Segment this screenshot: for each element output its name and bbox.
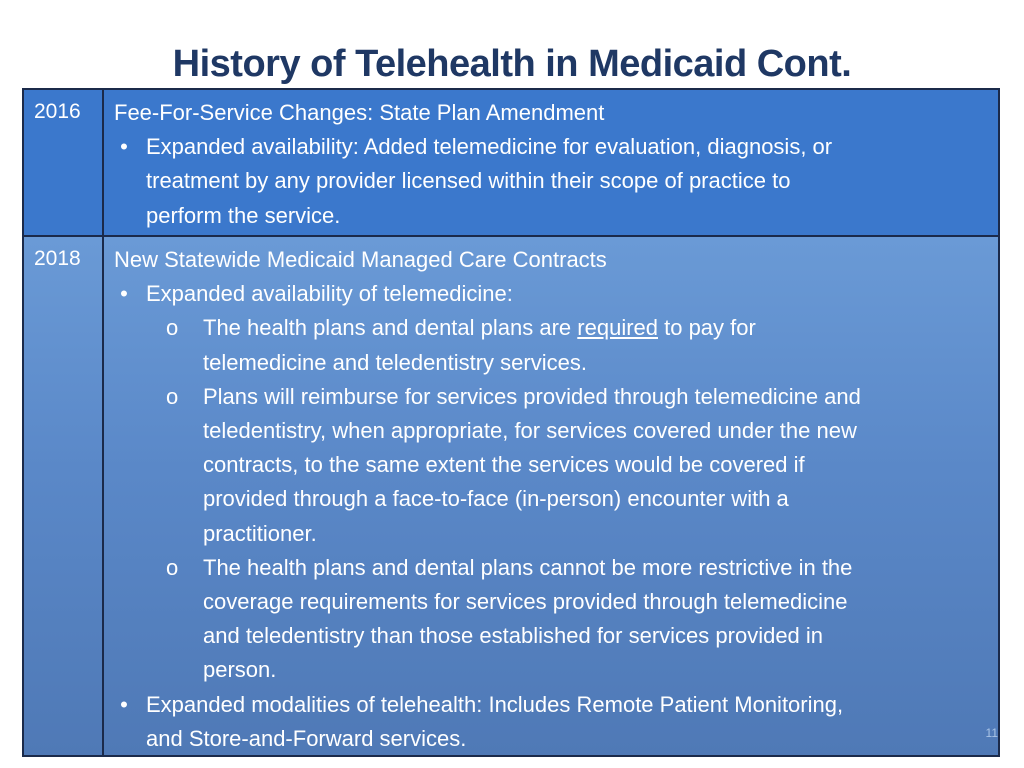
bullet-item (114, 277, 990, 311)
year-cell: 2016 (24, 90, 104, 235)
row-heading: Fee-For-Service Changes: State Plan Amendment (114, 100, 605, 125)
table-row-2016 (24, 90, 998, 237)
sub-bullet-line: teledentistry, when appropriate, for services covered under the new (203, 418, 857, 444)
bullet-icon: • (120, 691, 128, 717)
table-row-2018 (24, 237, 998, 755)
text-segment: The health plans and dental plans are (203, 315, 578, 341)
bullet-icon: • (120, 281, 128, 307)
bullet-line: treatment by any provider licensed within their scope of practice to (146, 168, 791, 194)
sub-bullet-line (203, 311, 990, 345)
bullet-line: and Store-and-Forward services. (146, 725, 467, 751)
sub-bullet-line: coverage requirements for services provided through telemedicine (203, 589, 848, 615)
circle-bullet-icon: o (166, 554, 179, 580)
slide-title: History of Telehealth in Medicaid Cont. (172, 43, 852, 85)
sub-bullet-line: contracts, to the same extent the services would be covered if (203, 452, 805, 478)
sub-bullet-line: The health plans and dental plans cannot be more restrictive in the (203, 554, 853, 580)
bullet-line: perform the service. (146, 202, 341, 228)
bullet-line: Expanded availability: Added telemedicine for evaluation, diagnosis, or (146, 134, 833, 160)
content-cell (104, 90, 998, 235)
circle-bullet-icon: o (166, 383, 179, 409)
sub-bullet-line: Plans will reimburse for services provided through telemedicine and (203, 383, 861, 409)
sub-bullet-line: practitioner. (203, 520, 317, 546)
year-cell: 2018 (24, 237, 104, 755)
sub-bullet-line: provided through a face-to-face (in-person) encounter with a (203, 486, 789, 512)
sub-bullet-item (114, 311, 990, 379)
page-number: 11 (985, 726, 998, 740)
sub-bullet-line: person. (203, 657, 277, 683)
sub-bullet-item (114, 380, 990, 551)
sub-bullet-line: and teledentistry than those established for services provided in (203, 623, 824, 649)
row-heading: New Statewide Medicaid Managed Care Contracts (114, 247, 607, 272)
bullet-item (114, 688, 990, 756)
content-cell (104, 237, 998, 755)
circle-bullet-icon: o (166, 315, 179, 341)
bullet-line: Expanded availability of telemedicine: (146, 281, 513, 307)
bullet-line: Expanded modalities of telehealth: Includes Remote Patient Monitoring, (146, 691, 844, 717)
bullet-item (114, 130, 990, 233)
bullet-icon: • (120, 134, 128, 160)
history-table (22, 88, 1000, 757)
underlined-word: required (577, 315, 658, 341)
sub-bullet-item (114, 551, 990, 688)
sub-bullet-line: telemedicine and teledentistry services. (203, 349, 587, 375)
text-segment: to pay for (658, 315, 756, 341)
